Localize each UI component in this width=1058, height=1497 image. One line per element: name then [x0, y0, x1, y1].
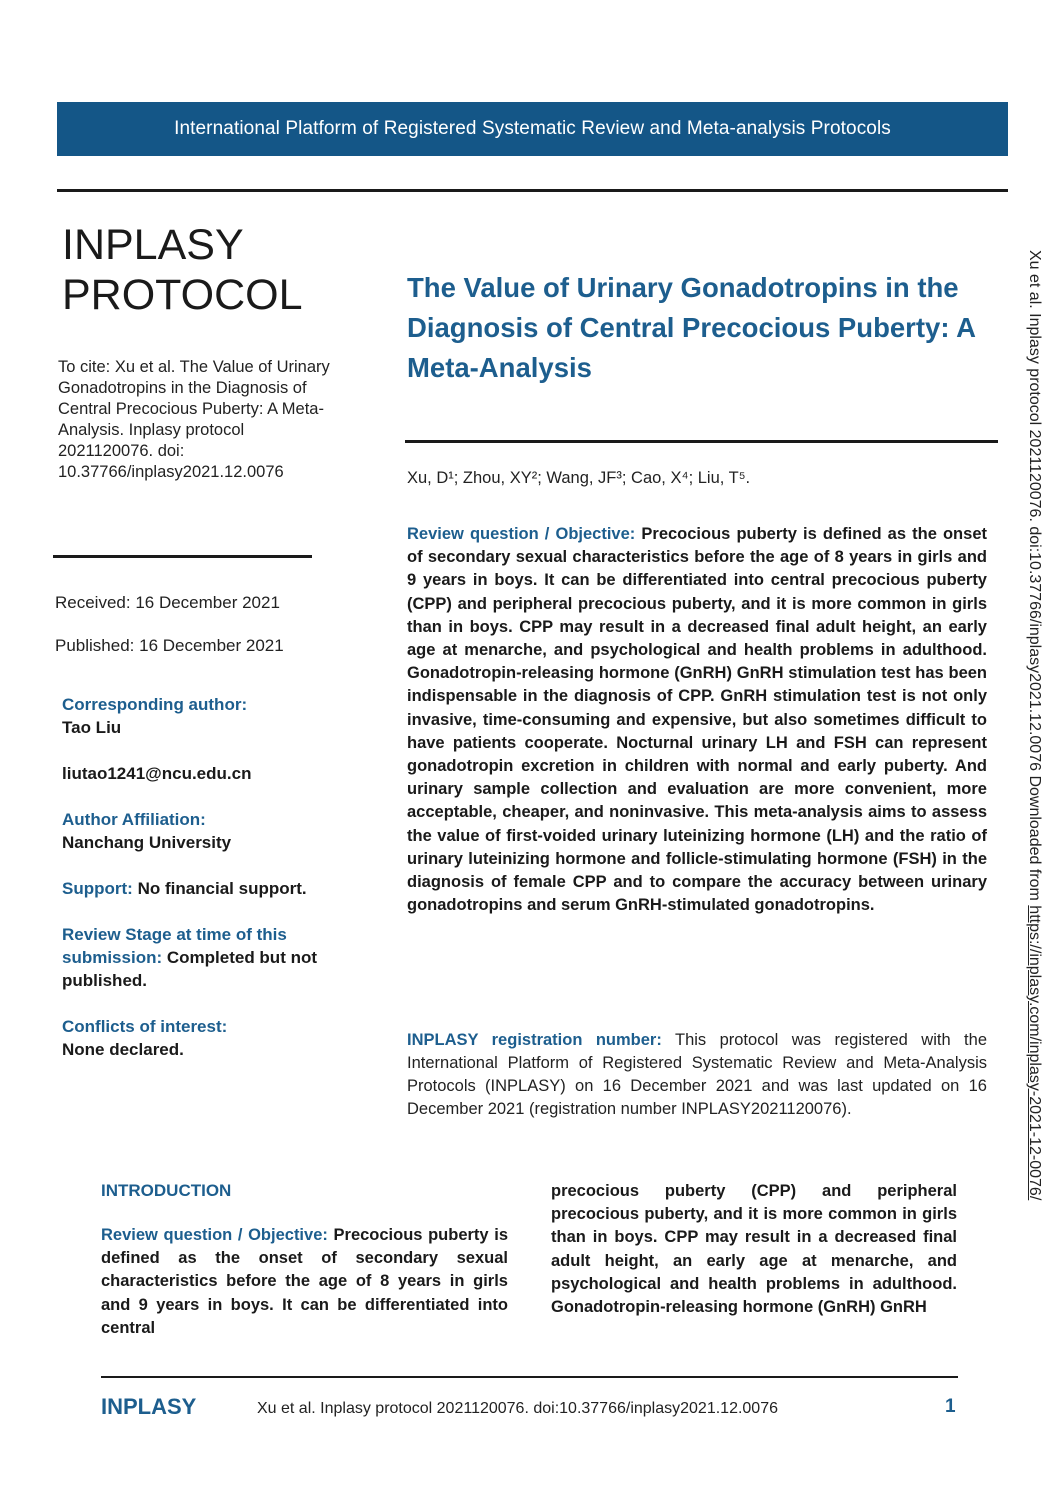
support-label: Support: [62, 879, 133, 898]
conflicts-value: None declared. [62, 1040, 184, 1059]
introduction-heading: INTRODUCTION [101, 1181, 232, 1200]
review-stage-label: Review Stage at time of this submission: [62, 925, 287, 967]
affiliation-value: Nanchang University [62, 833, 232, 852]
conflicts-label: Conflicts of interest: [62, 1017, 228, 1036]
side-note-text: Xu et al. Inplasy protocol 2021120076. doi:10.37766/inplasy2021.12.0076 Downloaded from [1026, 250, 1043, 901]
author-email[interactable]: liutao1241@ncu.edu.cn [62, 764, 252, 783]
intro-column-left-text: Precocious puberty is defined as the onset of secondary sexual characteristics before the age of 8 years in girls and 9 years in boys. It can be differentiated into central [101, 1226, 508, 1337]
top-divider [57, 189, 1008, 192]
introduction-column-left [101, 1224, 508, 1340]
registration-paragraph [407, 1029, 987, 1121]
page-number: 1 [945, 1396, 956, 1417]
affiliation-label: Author Affiliation: [62, 810, 206, 829]
footer-citation: Xu et al. Inplasy protocol 2021120076. doi:10.37766/inplasy2021.12.0076 [257, 1400, 778, 1417]
abstract-objective [407, 523, 987, 917]
side-note-link[interactable]: https://inplasy.com/inplasy-2021-12-0076/ [1026, 905, 1043, 1201]
support-block [62, 877, 352, 900]
corresponding-author-name: Tao Liu [62, 718, 122, 737]
dates-block [55, 592, 284, 678]
footer-brand: INPLASY [101, 1394, 197, 1419]
metadata-sidebar [62, 693, 352, 1084]
published-date: Published: 16 December 2021 [55, 636, 284, 655]
side-download-note [1020, 250, 1048, 1455]
protocol-heading [62, 220, 303, 320]
protocol-heading-line1: INPLASY [62, 221, 244, 269]
author-list: Xu, D¹; Zhou, XY²; Wang, JF³; Cao, X⁴; Liu, T⁵. [407, 469, 751, 487]
review-stage-block [62, 923, 352, 992]
received-date: Received: 16 December 2021 [55, 593, 280, 612]
introduction-column-right: precocious puberty (CPP) and peripheral precocious puberty, and it is more common in girls than in boys. CPP may result in a decreased final adult height, an early age at menarche, and psychological and health problems in adulthood. Gonadotropin-releasing hormone (GnRH) GnRH [551, 1182, 957, 1317]
title-divider [405, 440, 998, 443]
corresponding-author-label: Corresponding author: [62, 695, 248, 714]
affiliation-block [62, 808, 352, 854]
registration-text: This protocol was registered with the International Platform of Registered Systematic Review and Meta-Analysis Protocols (INPLASY) on 16 December 2021 and was last updated on 16 December 2021 (registration number INPLASY2021120076). [407, 1031, 987, 1118]
support-value: No financial support. [137, 879, 307, 898]
banner-text: International Platform of Registered Systematic Review and Meta-analysis Protocols [174, 118, 891, 139]
protocol-heading-line2: PROTOCOL [62, 271, 303, 319]
journal-banner [57, 102, 1008, 156]
footer-divider [101, 1376, 958, 1378]
objective-text: Precocious puberty is defined as the onset of secondary sexual characteristics before the age of 8 years in girls and 9 years in boys. It can be differentiated into central precocious puberty (CPP) and peripheral precocious puberty, and it is more common in girls than in boys. CPP may result in a decreased final adult height, an early age at menarche, and psychological and health problems in adulthood. Gonadotropin-releasing hormone (GnRH) GnRH stimulation test has been indispensable in the diagnosis of CPP. GnRH stimulation test is not only invasive, time-consuming and expensive, but also sometimes difficult to have patients cooperate. Nocturnal urinary LH and FSH can represent gonadotropin excretion in children with normal and early puberty. And urinary sample collection and evaluation are more convenient, more acceptable, cheaper, and noninvasive. This meta-analysis aims to assess the value of first-voided urinary luteinizing hormone (LH) and the ratio of urinary luteinizing hormone and follicle-stimulating hormone (FSH) in the diagnosis of female CPP and to compare the accuracy between urinary gonadotropins and serum GnRH-stimulated gonadotropins. [407, 525, 987, 915]
intro-objective-label: Review question / Objective: [101, 1226, 328, 1244]
left-divider [53, 555, 312, 558]
corresponding-author-block [62, 693, 352, 739]
conflicts-block [62, 1015, 352, 1061]
objective-label: Review question / Objective: [407, 525, 636, 543]
registration-label: INPLASY registration number: [407, 1031, 662, 1049]
citation-text: To cite: Xu et al. The Value of Urinary Gonadotropins in the Diagnosis of Central Precocious Puberty: A Meta-Analysis. Inplasy protocol 2021120076. doi: 10.37766/inplasy2021.12.0076 [58, 358, 330, 481]
review-stage-value: Completed but not published. [62, 948, 318, 990]
paper-title: The Value of Urinary Gonadotropins in the Diagnosis of Central Precocious Puberty: A Meta-Analysis [407, 272, 975, 383]
